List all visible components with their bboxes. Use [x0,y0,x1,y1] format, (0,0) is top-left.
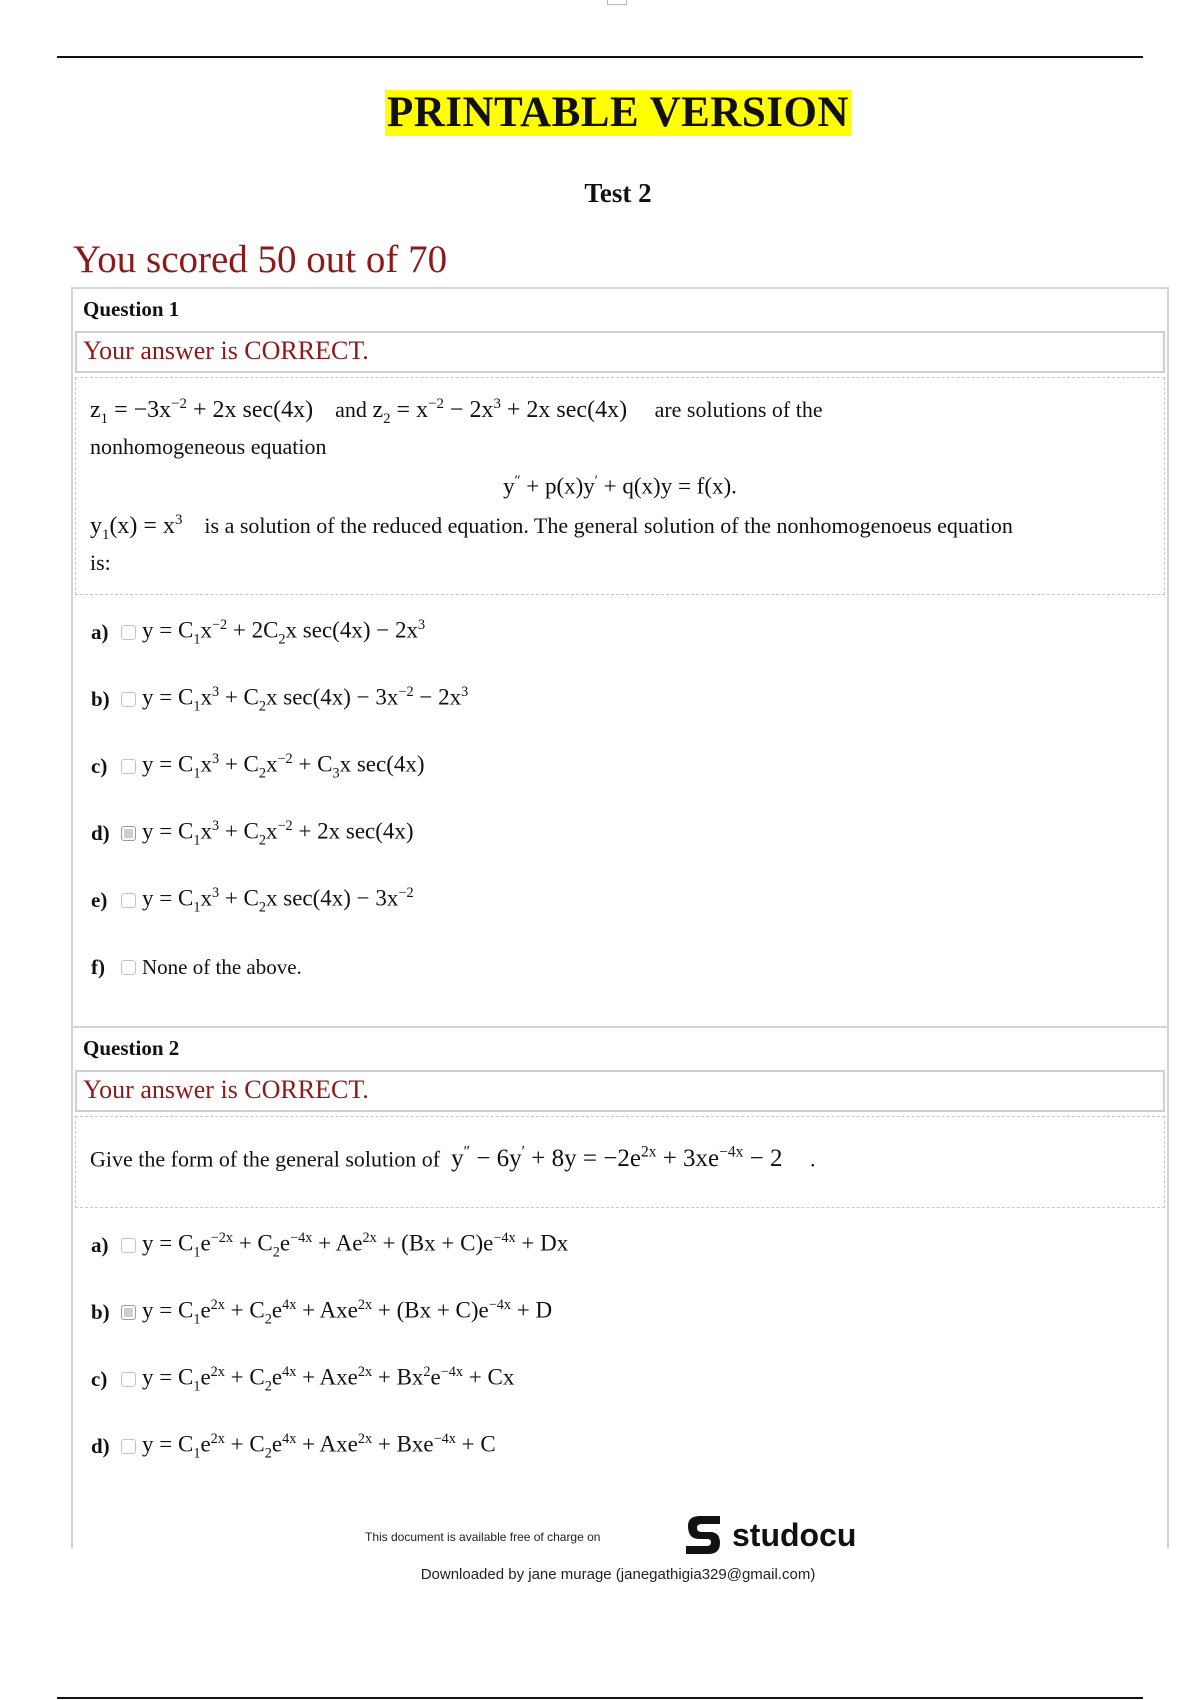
option-letter: f) [91,955,105,979]
question-1-stem-line1: $z_1 = -3x^{-2} + 2x$ sec(4x) and $z_2 = x^{-2} - 2x^3 + 2x$ sec(4x) are solutions of the [90,396,823,427]
q2-option-b[interactable] [91,1279,1167,1346]
option-letter: d) [91,821,110,845]
q1-option-d[interactable] [91,800,1167,867]
option-text: None of the above. [142,955,302,979]
q1-option-a[interactable] [91,599,1167,666]
q2-option-d[interactable] [91,1413,1167,1480]
option-checkbox[interactable] [121,1238,136,1253]
option-text: $y = C_1x^3 + C_2x$ $\sec(4x) - 3x^{-2}$ [142,884,414,916]
q1-option-f[interactable] [91,934,1167,1001]
option-checkbox[interactable] [121,960,136,975]
option-text: $y = C_1e^{2x} + C_2e^{4x} + Axe^{2x} + Bxe^{-4x} + C$ [142,1430,496,1462]
studocu-logo[interactable] [680,1512,856,1558]
option-checkbox[interactable] [121,893,136,908]
q2-option-a[interactable] [91,1212,1167,1279]
stem-intro-tail: are solutions of the [654,397,823,422]
option-letter: b) [91,687,110,711]
question-2-panel [71,1026,1169,1548]
stem-intro: Give the form of the general solution of [90,1146,441,1172]
option-text: $y = C_1e^{2x} + C_2e^{4x} + Axe^{2x} + (Bx + C)e^{-4x} + D$ [142,1296,553,1328]
question-2-verdict: Your answer is CORRECT. [75,1070,1165,1112]
q2-option-c[interactable] [91,1346,1167,1413]
option-letter: d) [91,1434,110,1458]
question-1-options [73,595,1167,1001]
q1-option-b[interactable] [91,666,1167,733]
bottom-rule [57,1697,1143,1699]
option-text: $y = C_1x^{-2} + 2C_2x$ $\sec(4x) - 2x^3$ [142,616,426,648]
stem-tail: is a solution of the reduced equation. The general solution of the nonhomogenoeus equation [204,513,1013,539]
option-letter: a) [91,620,109,644]
studocu-logo-icon [680,1512,726,1558]
studocu-logo-text: studocu [732,1516,857,1553]
top-rule [57,56,1143,58]
question-1-label: Question 1 [83,297,180,321]
stem-and: and [335,397,367,422]
option-text: $y = C_1x^3 + C_2x$ $\sec(4x) - 3x^{-2} - 2x^3$ [142,683,469,715]
question-1-ode: y″ + p(x)y′ + q(x)y = f(x). [503,472,737,499]
question-1-stem [75,377,1165,595]
option-checkbox-selected[interactable] [121,826,136,841]
footer-note: This document is available free of charge on [365,1530,601,1544]
option-letter: c) [91,1367,108,1391]
option-checkbox[interactable] [121,692,136,707]
title-wrap [0,90,1200,136]
stem-intro-line2: nonhomogeneous equation [90,433,327,459]
question-1-verdict: Your answer is CORRECT. [75,331,1165,373]
question-2-stem [75,1116,1165,1208]
option-checkbox[interactable] [121,625,136,640]
option-text: $y = C_1e^{-2x} + C_2e^{-4x} + Ae^{2x} + (Bx + C)e^{-4x} + Dx$ [142,1229,569,1261]
test-name: Test 2 [584,178,652,208]
option-checkbox[interactable] [121,759,136,774]
option-checkbox-selected[interactable] [121,1305,136,1320]
question-2-options [73,1208,1167,1480]
question-2-label: Question 2 [83,1036,180,1060]
question-1-stem-line3: $y_1(x) = x^3$ is a solution of the reduced equation. The general solution of the nonhomogenoeus equation [90,512,1013,544]
option-letter: a) [91,1233,109,1257]
option-letter: b) [91,1300,110,1324]
downloaded-by: Downloaded by jane murage (janegathigia329@gmail.com) [420,1566,816,1583]
score-summary: You scored 50 out of 70 [73,238,448,281]
option-checkbox[interactable] [121,1439,136,1454]
option-letter: e) [91,888,108,912]
option-letter: c) [91,754,108,778]
page-title: PRINTABLE VERSION [386,89,850,136]
q1-option-c[interactable] [91,733,1167,800]
option-text: $y = C_1x^3 + C_2x^{-2} + 2x$ sec(4x) [142,817,414,849]
option-text: $y = C_1e^{2x} + C_2e^{4x} + Axe^{2x} + Bx^2e^{-4x} + Cx$ [142,1363,515,1395]
q1-option-e[interactable] [91,867,1167,934]
question-2-ode: $y'' - 6y' + 8y = -2e^{2x} + 3xe^{-4x} - 2$ [451,1144,783,1173]
question-1-panel [71,287,1169,1029]
stem-tail2: is: [90,550,111,576]
option-text: $y = C_1x^3 + C_2x^{-2} + C_3x$ sec(4x) [142,750,425,782]
option-checkbox[interactable] [121,1372,136,1387]
top-crop-mark [607,0,627,5]
stem-end: . [810,1146,816,1172]
